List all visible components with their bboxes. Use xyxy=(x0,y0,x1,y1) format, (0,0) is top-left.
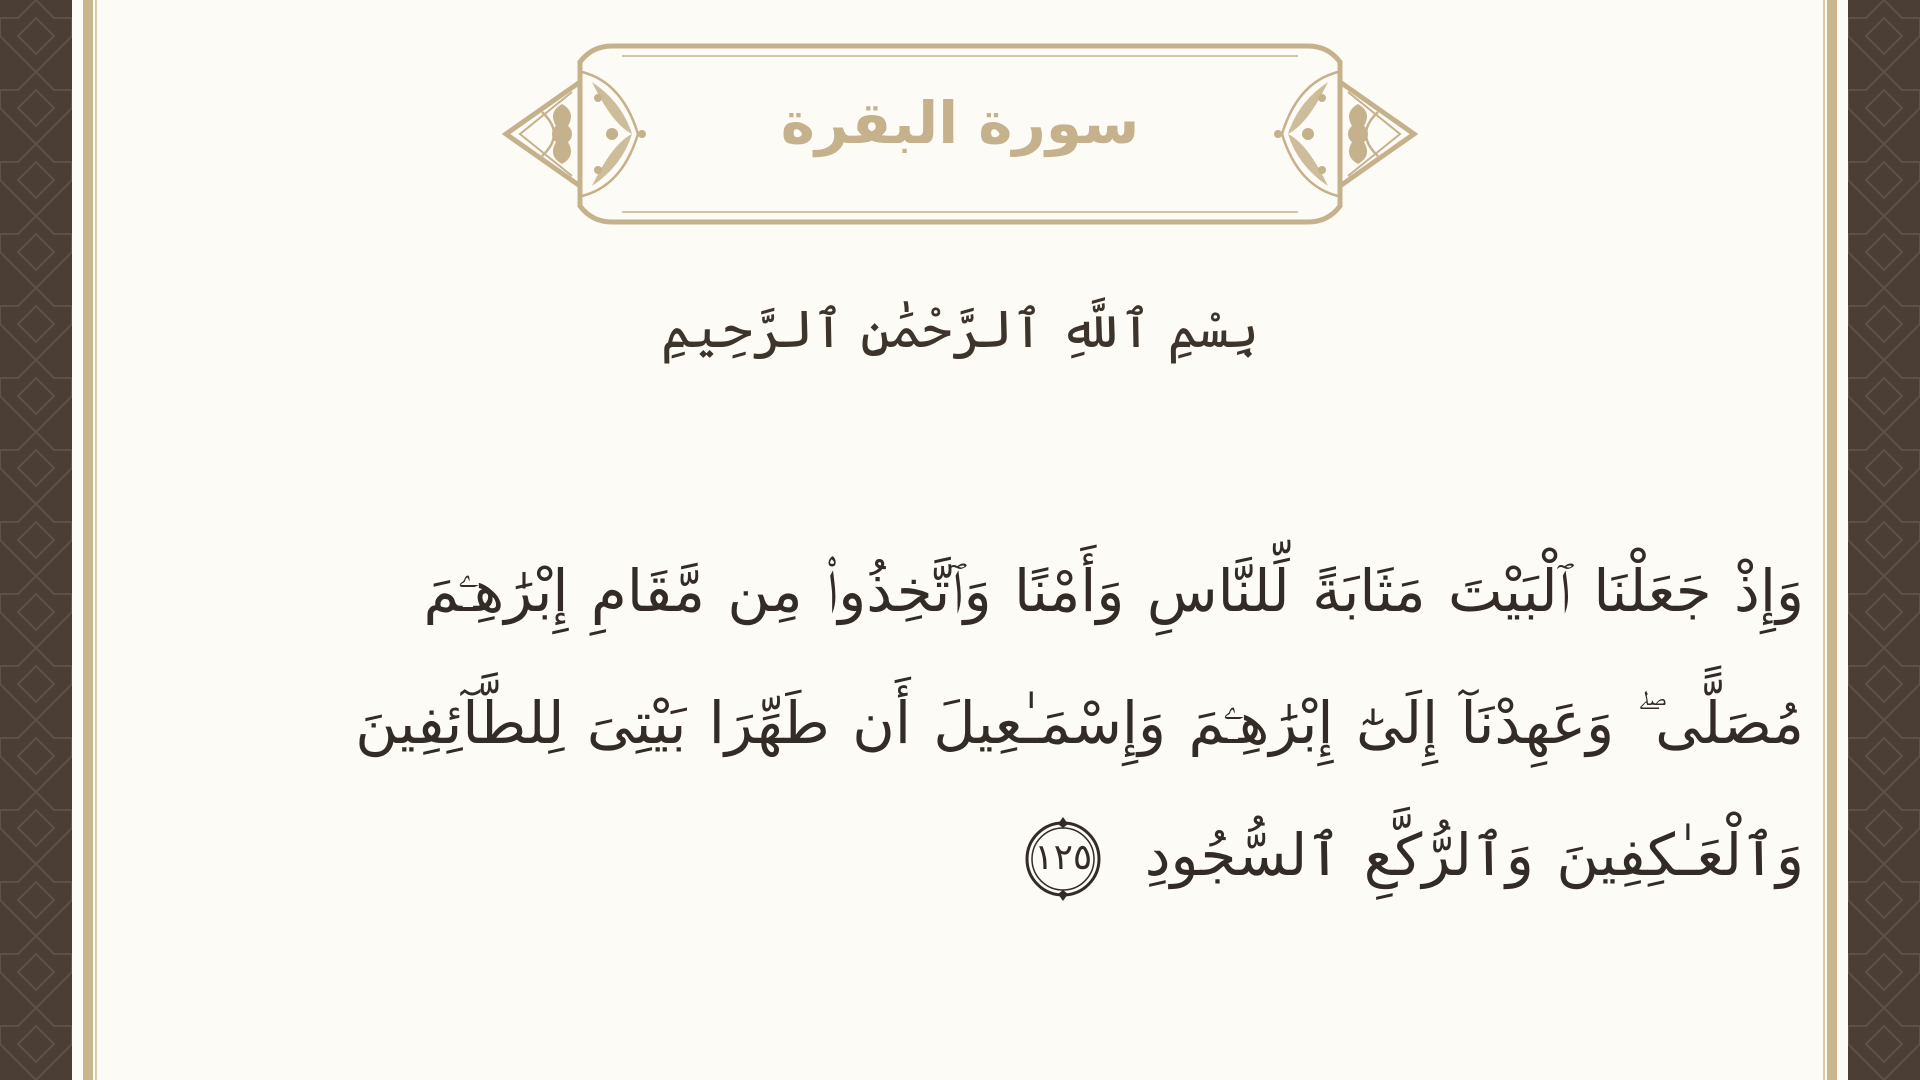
ayah-number: ١٢٥ xyxy=(1034,836,1093,878)
verse-line-3-text: وَٱلْعَـٰكِفِينَ وَٱلرُّكَّعِ ٱلسُّجُودِ xyxy=(1144,821,1804,889)
surah-title: سورة البقرة xyxy=(780,89,1140,157)
verse-line-1: وَإِذْ جَعَلْنَا ٱلْبَيْتَ مَثَابَةً لِّلنَّاسِ وَأَمْنًا وَٱتَّخِذُوا۟ مِن مَّقَامِ إِبْرَٰهِـۧمَ xyxy=(423,557,1804,625)
verse-line-3 xyxy=(320,789,1804,921)
right-pattern-border xyxy=(1848,0,1920,1080)
verse-line-2: مُصَلًّى ۖ وَعَهِدْنَآ إِلَىٰٓ إِبْرَٰهِـۧمَ وَإِسْمَـٰعِيلَ أَن طَهِّرَا بَيْتِىَ لِلطَّآئِفِينَ xyxy=(355,689,1804,757)
left-pattern-border xyxy=(0,0,72,1080)
ayah-number-marker xyxy=(1020,816,1106,902)
left-thin-rule xyxy=(95,0,97,1080)
left-gold-rule xyxy=(83,0,93,1080)
right-gold-rule xyxy=(1827,0,1837,1080)
basmala: بِسْمِ ٱللَّهِ ٱلرَّحْمَٰنِ ٱلرَّحِيمِ xyxy=(660,300,1260,360)
verse-text xyxy=(320,525,1804,921)
right-thin-rule xyxy=(1823,0,1825,1080)
